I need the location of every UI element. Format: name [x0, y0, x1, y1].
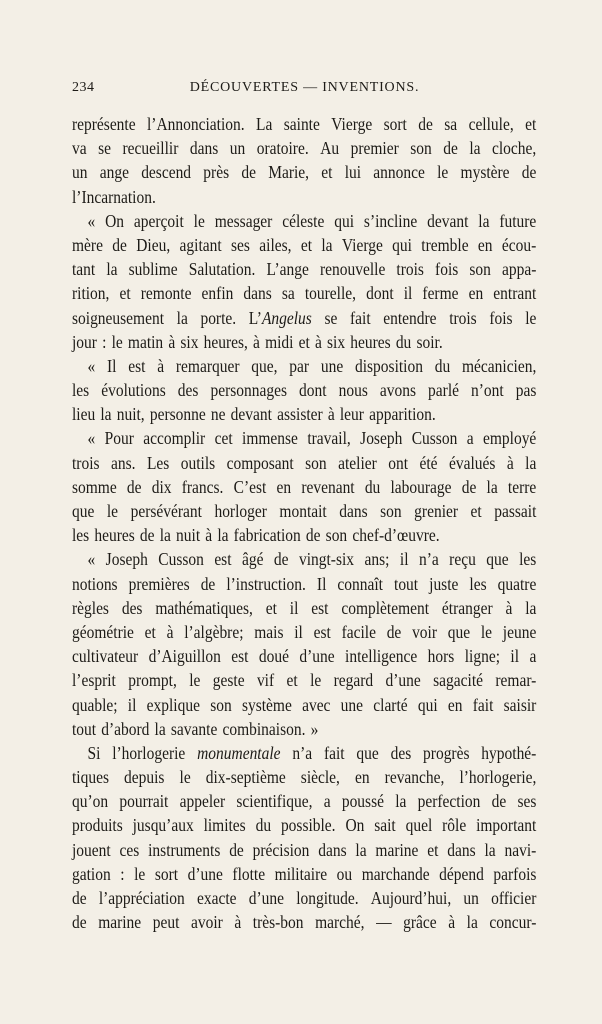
text-line: règles des mathématiques, et il est complètement étranger à la	[72, 597, 537, 618]
text-line: Si l’horlogerie monumentale n’a fait que des progrès hypothé-	[87, 742, 537, 763]
text-line: de marine peut avoir à très-bon marché, — grâce à la concur-	[72, 912, 537, 933]
text-line: l’esprit prompt, le geste vif et le regard d’une sagacité remar-	[72, 670, 537, 691]
text-line: notions premières de l’instruction. Il connaît tout juste les quatre	[72, 573, 537, 594]
text-line: géométrie et à l’algèbre; mais il est facile de voir que le jeune	[72, 621, 537, 642]
text-line: quable; il explique son système avec une clarté qui en fait saisir	[72, 694, 537, 715]
text-line: « Pour accomplir cet immense travail, Joseph Cusson a employé	[87, 428, 537, 449]
text-line: l’Incarnation.	[72, 186, 156, 207]
text-line: jouent ces instruments de précision dans la marine et dans la navi-	[72, 839, 537, 860]
running-head: DÉCOUVERTES — INVENTIONS.	[189, 80, 420, 95]
text-line: soigneusement la porte. L’Angelus se fait entendre trois fois le	[72, 307, 537, 328]
text-line: les heures de la nuit à la fabrication de son chef-d’œuvre.	[72, 525, 440, 546]
page-number: 234	[72, 80, 95, 95]
text-line: rition, et remonte enfin dans sa tourelle, dont il ferme en entrant	[72, 283, 537, 304]
text-line: jour : le matin à six heures, à midi et à six heures du soir.	[72, 331, 443, 352]
text-line: « Joseph Cusson est âgé de vingt-six ans; il n’a reçu que les	[87, 549, 537, 570]
text-line: tiques depuis le dix-septième siècle, en revanche, l’horlogerie,	[72, 767, 537, 788]
text-line: tout d’abord la savante combinaison. »	[72, 718, 319, 739]
text-line: « Il est à remarquer que, par une disposition du mécanicien,	[87, 355, 537, 376]
text-line: mère de Dieu, agitant ses ailes, et la Vierge qui tremble en écou-	[72, 234, 537, 255]
text-line: tant la sublime Salutation. L’ange renouvelle trois fois son appa-	[72, 259, 537, 280]
text-line: un ange descend près de Marie, et lui annonce le mystère de	[72, 162, 537, 183]
text-line: cultivateur d’Aiguillon est doué d’une intelligence hors ligne; il a	[72, 646, 537, 667]
text-line: qu’on pourrait appeler scientifique, a poussé la perfection de ses	[72, 791, 537, 812]
text-line: somme de dix francs. C’est en revenant du labourage de la terre	[72, 476, 537, 497]
text-line: gation : le sort d’une flotte militaire ou marchande dépend parfois	[72, 863, 537, 884]
text-line: va se recueillir dans un oratoire. Au premier son de la cloche,	[72, 138, 537, 159]
text-line: de l’appréciation exacte d’une longitude. Aujourd’hui, un officier	[72, 888, 537, 908]
text-line: représente l’Annonciation. La sainte Vierge sort de sa cellule, et	[72, 114, 537, 134]
page-header	[72, 80, 537, 104]
text-line: lieu la nuit, personne ne devant assister à leur apparition.	[72, 404, 436, 425]
text-line: « On aperçoit le messager céleste qui s’incline devant la future	[87, 210, 537, 231]
text-line: produits jusqu’aux limites du possible. On sait quel rôle important	[72, 815, 537, 836]
text-line: trois ans. Les outils composant son atelier ont été évalués à la	[72, 452, 537, 473]
text-line: les évolutions des personnages dont nous avons parlé n’ont pas	[72, 380, 537, 401]
text-line: que le persévérant horloger montait dans son grenier et passait	[72, 501, 537, 521]
body-text	[72, 112, 536, 934]
